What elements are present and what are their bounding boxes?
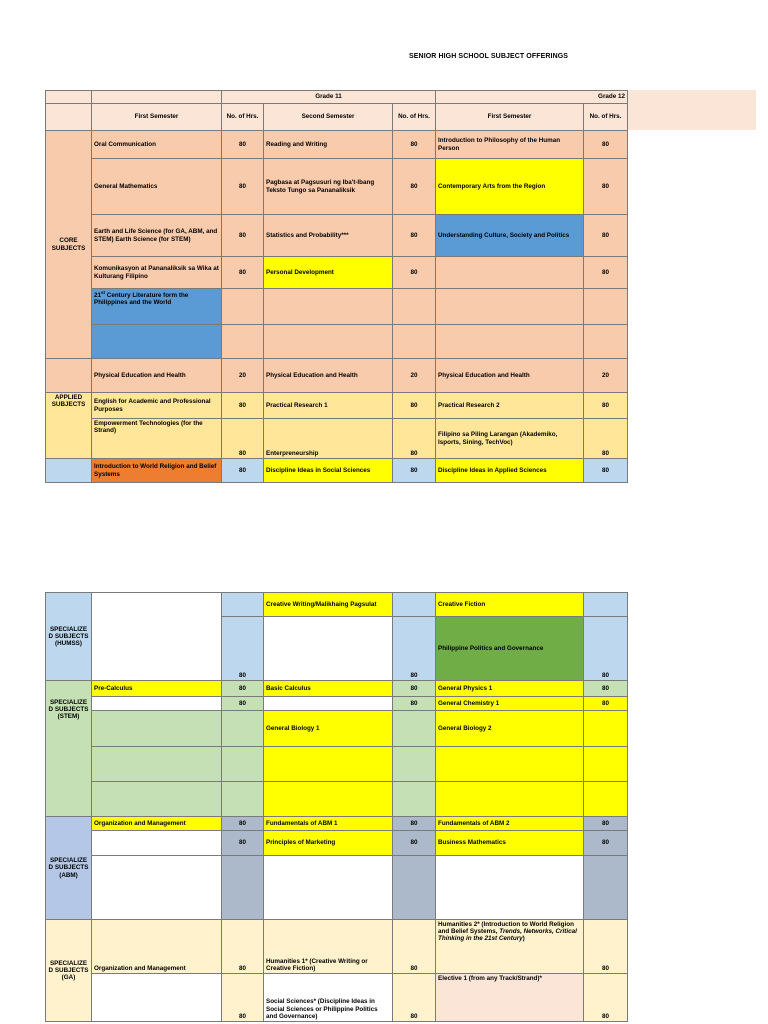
hours-cell: 80 (584, 419, 628, 459)
hrs-header: No. of Hrs. (584, 104, 628, 131)
hours-cell: 80 (584, 681, 628, 697)
group-label-abm: SPECIALIZE D SUBJECTS (ABM) (46, 817, 92, 920)
second-semester-header: Second Semester (264, 104, 393, 131)
hours-cell: 80 (222, 831, 264, 856)
subject-cell: Humanities 2* (Introduction to World Religion and Belief Systems, Trends, Networks, Critical Thinking in the 21st Century) (436, 920, 584, 974)
subject-cell: Business Mathematics (436, 831, 584, 856)
hours-cell: 80 (393, 831, 436, 856)
hours-cell: 80 (393, 215, 436, 257)
subject-cell: Understanding Culture, Society and Politics (436, 215, 584, 257)
hours-cell: 80 (393, 817, 436, 831)
hours-cell: 80 (222, 215, 264, 257)
subject-cell: General Physics 1 (436, 681, 584, 697)
hours-cell: 80 (393, 459, 436, 483)
subject-cell: Humanities 1* (Creative Writing or Creative Fiction) (264, 920, 393, 974)
subject-cell: Social Sciences* (Discipline Ideas in Social Sciences or Philippine Politics and Governance) (264, 974, 393, 1022)
hours-cell: 80 (584, 159, 628, 215)
group-label-stem: SPECIALIZE D SUBJECTS (STEM) (46, 681, 92, 817)
subject-cell: English for Academic and Professional Purposes (92, 393, 222, 419)
subject-cell: Fundamentals of ABM 1 (264, 817, 393, 831)
grade12-header: Grade 12 (436, 91, 628, 104)
subject-cell: Reading and Writing (264, 131, 393, 159)
hours-cell: 80 (222, 393, 264, 419)
hours-cell: 80 (222, 159, 264, 215)
hours-cell: 80 (393, 393, 436, 419)
subject-cell: Fundamentals of ABM 2 (436, 817, 584, 831)
hours-cell: 80 (584, 974, 628, 1022)
subject-cell (436, 257, 584, 289)
subject-table-1 (45, 90, 628, 483)
hours-cell: 80 (222, 617, 264, 681)
subject-cell: Statistics and Probability*** (264, 215, 393, 257)
hours-cell: 80 (393, 681, 436, 697)
subject-cell: Enterpreneurship (264, 419, 393, 459)
subject-cell: Basic Calculus (264, 681, 393, 697)
hours-cell: 80 (584, 393, 628, 419)
subject-cell: Contemporary Arts from the Region (436, 159, 584, 215)
subject-cell: Physical Education and Health (264, 359, 393, 393)
hours-cell: 80 (222, 697, 264, 711)
hours-cell: 80 (584, 459, 628, 483)
hours-cell: 80 (222, 131, 264, 159)
subject-cell: Organization and Management (92, 817, 222, 831)
page-title: SENIOR HIGH SCHOOL SUBJECT OFFERINGS (409, 53, 569, 60)
subject-cell (92, 325, 222, 359)
hrs-header: No. of Hrs. (222, 104, 264, 131)
subject-cell: General Mathematics (92, 159, 222, 215)
hours-cell: 80 (584, 215, 628, 257)
hours-cell: 80 (584, 697, 628, 711)
hours-cell: 20 (393, 359, 436, 393)
subject-cell: Introduction to World Religion and Belief Systems (92, 459, 222, 483)
subject-cell: Pagbasa at Pagsusuri ng Iba't-Ibang Teksto Tungo sa Pananaliksik (264, 159, 393, 215)
subject-cell: Filipino sa Piling Larangan (Akademiko, Isports, Sining, TechVoc) (436, 419, 584, 459)
subject-cell: 21st Century Literature form the Philippines and the World (92, 289, 222, 325)
hours-cell: 80 (222, 459, 264, 483)
subject-cell: Discipline Ideas in Applied Sciences (436, 459, 584, 483)
hours-cell: 80 (222, 920, 264, 974)
subject-cell: Practical Research 2 (436, 393, 584, 419)
first-semester-header: First Semester (92, 104, 222, 131)
first-semester-header: First Semester (436, 104, 584, 131)
hours-cell: 80 (584, 257, 628, 289)
subject-cell: Earth and Life Science (for GA, ABM, and STEM) Earth Science (for STEM) (92, 215, 222, 257)
hours-cell: 80 (584, 131, 628, 159)
subject-cell: General Chemistry 1 (436, 697, 584, 711)
subject-cell: Physical Education and Health (92, 359, 222, 393)
hours-cell: 80 (584, 617, 628, 681)
hours-cell: 80 (222, 974, 264, 1022)
subject-cell: Pre-Calculus (92, 681, 222, 697)
hours-cell: 80 (393, 617, 436, 681)
subject-cell: General Biology 1 (264, 711, 393, 747)
hours-cell: 20 (222, 359, 264, 393)
subject-cell: Philippine Politics and Governance (436, 617, 584, 681)
hours-cell: 80 (222, 817, 264, 831)
subject-cell: Komunikasyon at Pananaliksik sa Wika at Kulturang Filipino (92, 257, 222, 289)
subject-cell: Principles of Marketing (264, 831, 393, 856)
subject-cell: Elective 1 (from any Track/Strand)* (436, 974, 584, 1022)
subject-cell: Personal Development (264, 257, 393, 289)
hours-cell: 80 (393, 920, 436, 974)
hours-cell: 20 (584, 359, 628, 393)
hours-cell: 80 (393, 159, 436, 215)
subject-table-2 (45, 592, 628, 1022)
subject-cell: Oral Communication (92, 131, 222, 159)
group-label-core: CORE SUBJECTS (46, 131, 92, 359)
header-extension (627, 90, 756, 130)
hours-cell: 80 (393, 257, 436, 289)
hrs-header: No. of Hrs. (393, 104, 436, 131)
grade11-header: Grade 11 (222, 91, 436, 104)
corner-cell (46, 91, 92, 104)
hours-cell: 80 (584, 817, 628, 831)
subject-cell: Introduction to Philosophy of the Human Person (436, 131, 584, 159)
subject-cell: Organization and Management (92, 920, 222, 974)
subject-cell: Practical Research 1 (264, 393, 393, 419)
hours-cell: 80 (222, 419, 264, 459)
hours-cell: 80 (222, 257, 264, 289)
hours-cell: 80 (393, 419, 436, 459)
hours-cell: 80 (584, 831, 628, 856)
hours-cell: 80 (393, 131, 436, 159)
subject-cell: Creative Writing/Malikhaing Pagsulat (264, 593, 393, 617)
hours-cell: 80 (584, 920, 628, 974)
hours-cell: 80 (393, 697, 436, 711)
hours-cell: 80 (393, 974, 436, 1022)
group-label-applied: APPLIED SUBJECTS (46, 393, 92, 459)
hours-cell: 80 (222, 681, 264, 697)
subject-cell: Discipline Ideas in Social Sciences (264, 459, 393, 483)
subject-cell: General Biology 2 (436, 711, 584, 747)
subject-cell: Empowerment Technologies (for the Strand) (92, 419, 222, 459)
group-label-ga: SPECIALIZE D SUBJECTS (GA) (46, 920, 92, 1022)
group-label-humss: SPECIALIZE D SUBJECTS (HUMSS) (46, 593, 92, 681)
subject-cell: Creative Fiction (436, 593, 584, 617)
subject-cell: Physical Education and Health (436, 359, 584, 393)
